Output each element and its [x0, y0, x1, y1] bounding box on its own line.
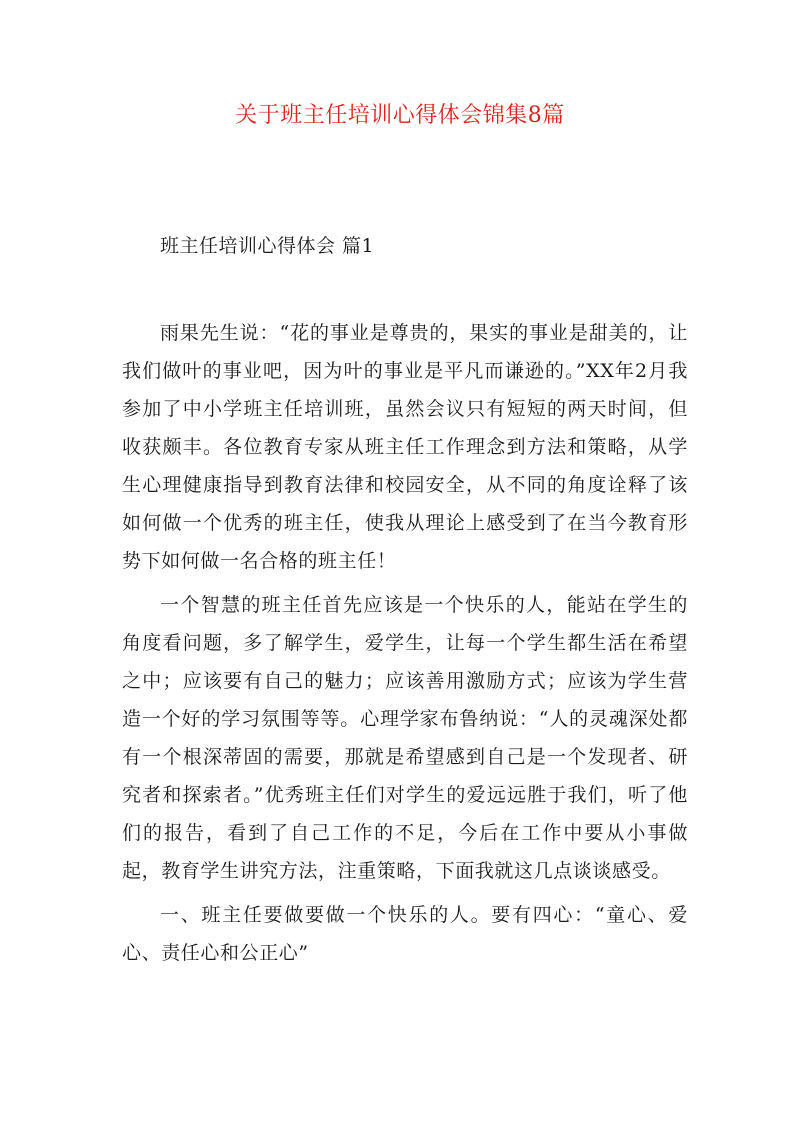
paragraph: 雨果先生说：“花的事业是尊贵的，果实的事业是甜美的，让我们做叶的事业吧，因为叶的事业是平凡而谦逊的。”XX年2月我参加了中小学班主任培训班，虽然会议只有短短的两天时间，但收获颇丰。各位教育专家从班主任工作理念到方法和策略，从学生心理健康指导到教育法律和校园安全，从不同的角度诠释了该如何做一个优秀的班主任，使我从理论上感受到了在当今教育形势下如何做一名合格的班主任！	[122, 322, 688, 572]
paragraph: 一个智慧的班主任首先应该是一个快乐的人，能站在学生的角度看问题，多了解学生，爱学生，让每一个学生都生活在希望之中；应该要有自己的魅力；应该善用激励方式；应该为学生营造一个好的学习氛围等等。心理学家布鲁纳说：“人的灵魂深处都有一个根深蒂固的需要，那就是希望感到自己是一个发现者、研究者和探索者。”优秀班主任们对学生的爱远远胜于我们，听了他们的报告，看到了自己工作的不足，今后在工作中要从小事做起，教育学生讲究方法，注重策略，下面我就这几点谈谈感受。	[122, 594, 688, 882]
document-title: 关于班主任培训心得体会锦集8篇	[235, 103, 565, 128]
body-text	[122, 314, 688, 972]
paragraph: 一、班主任要做要做一个快乐的人。要有四心：“童心、爱心、责任心和公正心”	[122, 904, 688, 964]
section-heading: 班主任培训心得体会 篇1	[160, 235, 375, 257]
